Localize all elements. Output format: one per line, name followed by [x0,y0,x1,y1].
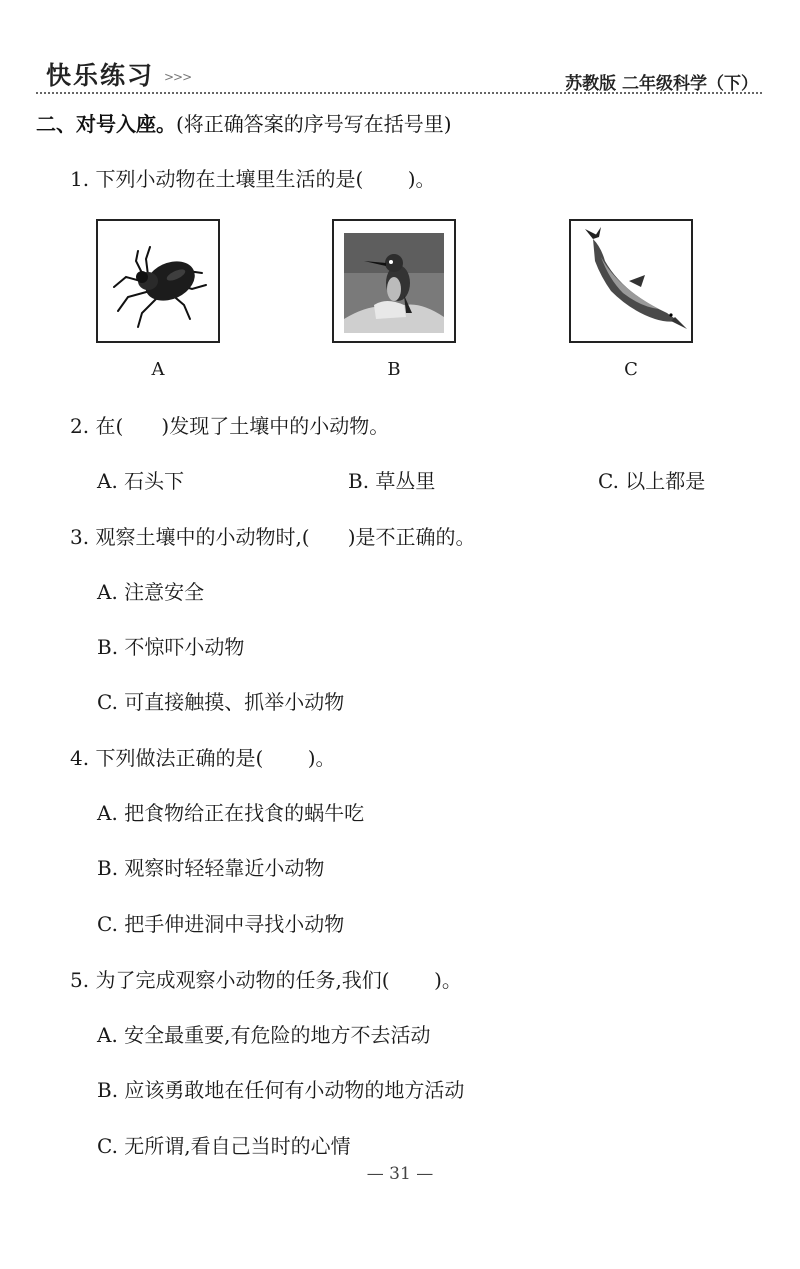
question-2-option-c: C. 以上都是 [598,469,706,493]
fish-icon [571,221,691,341]
question-4-option-b: B. 观察时轻轻靠近小动物 [97,856,325,880]
question-5: 5. 为了完成观察小动物的任务,我们( )。 [70,968,462,992]
question-3-option-b: B. 不惊吓小动物 [97,635,245,659]
question-2-option-a: A. 石头下 [97,469,185,493]
kingfisher-icon [334,221,454,341]
fish-picture [569,219,693,343]
picture-label-c: C [624,359,638,380]
page-number: — 31 — [366,1164,434,1184]
question-4-option-a: A. 把食物给正在找食的蜗牛吃 [97,801,365,825]
picture-label-a: A [151,359,165,380]
picture-label-b: B [387,359,401,380]
beetle-picture [96,219,220,343]
beetle-icon [98,221,218,341]
section-heading: 二、对号入座。 [36,112,176,136]
question-4: 4. 下列做法正确的是( )。 [70,746,336,770]
page-header [36,50,762,94]
question-3-option-c: C. 可直接触摸、抓举小动物 [97,690,345,714]
header-title: 快乐练习 [46,61,155,90]
question-1: 1. 下列小动物在土壤里生活的是( )。 [70,167,436,191]
chevron-right-icon: >>> [164,70,192,84]
header-subtitle: 苏教版 二年级科学（下） [565,74,758,94]
question-4-option-c: C. 把手伸进洞中寻找小动物 [97,912,345,936]
section-title [36,108,452,137]
question-3-option-a: A. 注意安全 [97,580,205,604]
question-5-option-a: A. 安全最重要,有危险的地方不去活动 [97,1023,431,1047]
header-divider [36,92,762,94]
kingfisher-picture [332,219,456,343]
question-2: 2. 在( )发现了土壤中的小动物。 [70,414,390,438]
question-5-option-c: C. 无所谓,看自己当时的心情 [97,1134,351,1158]
question-5-option-b: B. 应该勇敢地在任何有小动物的地方活动 [97,1078,465,1102]
question-2-option-b: B. 草丛里 [348,469,436,493]
section-instruction: (将正确答案的序号写在括号里) [176,112,452,136]
question-3: 3. 观察土壤中的小动物时,( )是不正确的。 [70,525,476,549]
